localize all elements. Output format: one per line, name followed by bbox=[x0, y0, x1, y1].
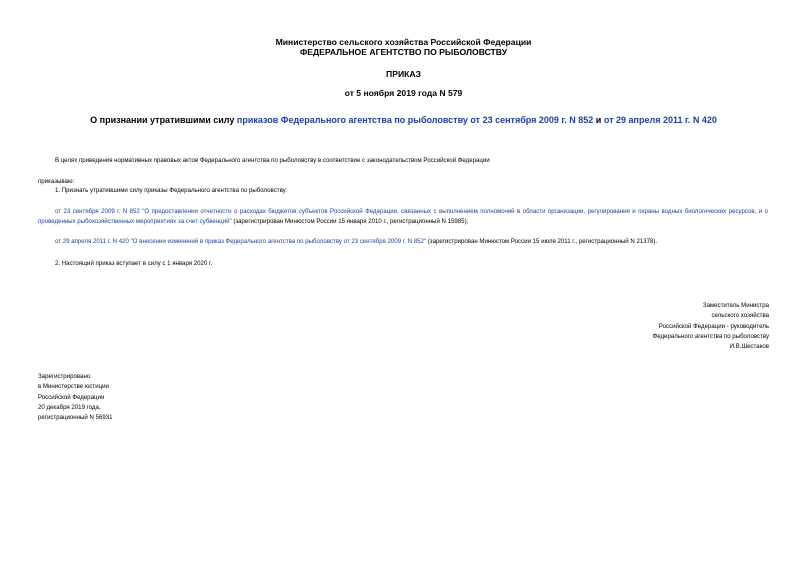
registration-line: регистрационный N 56931 bbox=[38, 414, 113, 422]
document-date: от 5 ноября 2019 года N 579 bbox=[344, 88, 463, 98]
signature-block bbox=[653, 301, 769, 352]
item-1-sub-1-paragraph bbox=[38, 207, 768, 226]
title-middle: и bbox=[593, 115, 604, 125]
registration-line: Зарегистрировано bbox=[38, 373, 91, 380]
item-1-sub-2-paragraph bbox=[55, 237, 657, 247]
registration-line: Российской Федерации bbox=[38, 393, 105, 401]
signature-line: Федерального агентства по рыболовству bbox=[652, 332, 769, 340]
title-link-order-852[interactable]: приказов Федерального агентства по рыболовству от 23 сентября 2009 г. N 852 bbox=[236, 115, 594, 125]
item-1-paragraph: 1. Признать утратившими силу приказы Федерального агентства по рыболовству: bbox=[55, 187, 288, 194]
ministry-name: Министерство сельского хозяйства Российской Федерации bbox=[275, 37, 532, 47]
document-type: ПРИКАЗ bbox=[386, 69, 421, 79]
signature-line: Российской Федерации - руководитель bbox=[658, 322, 769, 330]
order-852-registration: (зарегистрирован Минюстом России 15 января 2010 г., регистрационный N 15985); bbox=[231, 217, 469, 225]
title-prefix: О признании утратившими силу bbox=[90, 115, 237, 125]
order-852-link[interactable]: от 23 сентября 2009 г. N 852 "О предоставлении отчетности о расходах бюджетов субъектов Российской Федерации, связанных с выполнением полномочий в области организации, регулирования и охраны водных биологических ресурсов, и о проведенных рыбохозяйственных мероприятиях за счет субвенций" bbox=[38, 208, 768, 225]
order-420-registration: (зарегистрирован Минюстом России 15 июля 2011 г., регистрационный N 21378). bbox=[426, 238, 658, 245]
order-420-link[interactable]: от 29 апреля 2011 г. N 420 "О внесении изменений в приказ Федерального агентства по рыболовству от 23 сентября 2009 г. N 852" bbox=[55, 238, 427, 245]
signature-line: Заместитель Министра bbox=[702, 302, 769, 309]
title-link-order-420[interactable]: от 29 апреля 2011 г. N 420 bbox=[603, 115, 717, 125]
registration-block bbox=[38, 372, 113, 423]
agency-name: ФЕДЕРАЛЬНОЕ АГЕНТСТВО ПО РЫБОЛОВСТВУ bbox=[299, 47, 508, 57]
preamble-paragraph: В целях приведения нормативных правовых актов Федерального агентства по рыболовству в соответствие с законодательством Российской Федерации bbox=[55, 157, 490, 164]
signature-line: сельского хозяйства bbox=[711, 312, 769, 320]
signature-line: И.В.Шестаков bbox=[729, 343, 769, 351]
registration-line: в Министерстве юстиции bbox=[38, 383, 109, 391]
order-word: приказываю: bbox=[38, 178, 75, 185]
document-title bbox=[0, 114, 807, 126]
item-2-paragraph: 2. Настоящий приказ вступает в силу с 1 января 2020 г. bbox=[55, 260, 213, 267]
registration-line: 20 декабря 2019 года, bbox=[38, 403, 101, 411]
